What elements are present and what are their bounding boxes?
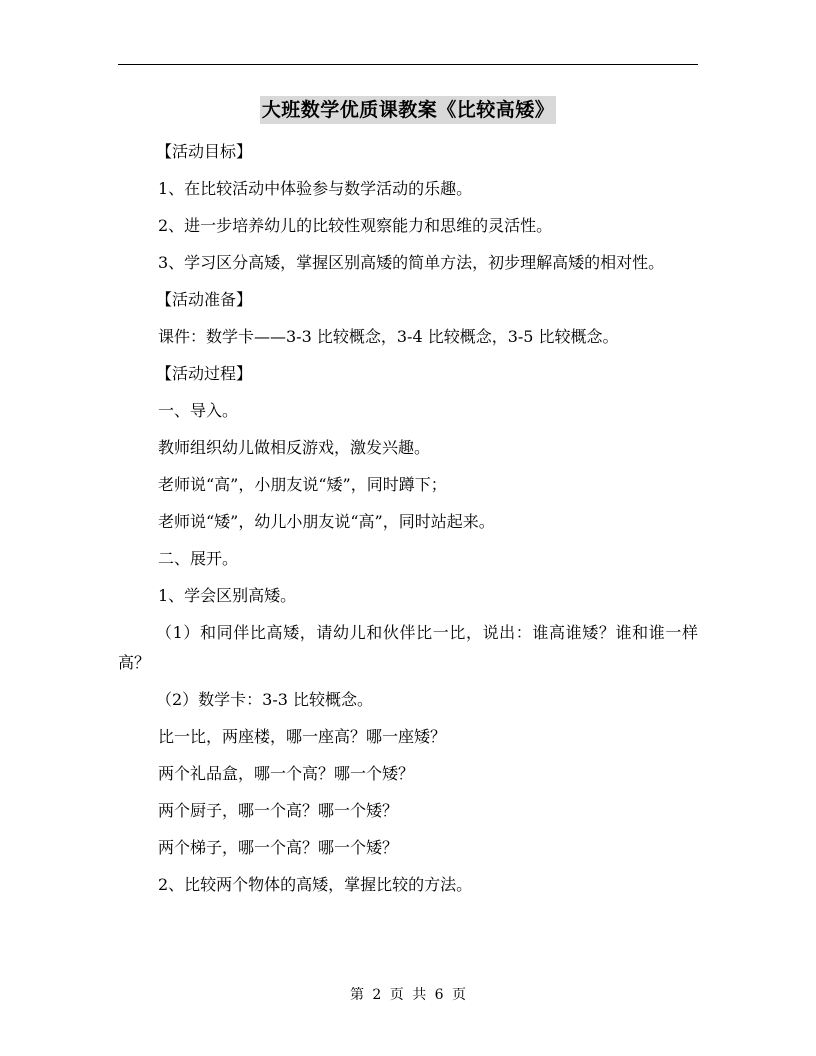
section-heading-goals: 【活动目标】 bbox=[156, 142, 253, 161]
paragraph: 两个梯子，哪一个高？哪一个矮？ bbox=[158, 838, 399, 857]
header-rule bbox=[118, 64, 698, 65]
paragraph: 两个礼品盒，哪一个高？哪一个矮？ bbox=[158, 764, 415, 783]
paragraph: 老师说“高”，小朋友说“矮”，同时蹲下； bbox=[158, 475, 447, 494]
paragraph: 两个厨子，哪一个高？哪一个矮？ bbox=[158, 801, 399, 820]
paragraph: 2、比较两个物体的高矮，掌握比较的方法。 bbox=[158, 875, 473, 894]
title-container bbox=[0, 96, 816, 124]
page-footer bbox=[0, 985, 816, 1005]
paragraph: 课件：数学卡——3-3 比较概念，3-4 比较概念，3-5 比较概念。 bbox=[158, 327, 619, 346]
paragraph: 比一比，两座楼，哪一座高？哪一座矮？ bbox=[158, 727, 447, 746]
document-body bbox=[118, 137, 698, 907]
paragraph: 1、在比较活动中体验参与数学活动的乐趣。 bbox=[158, 179, 473, 198]
paragraph: 2、进一步培养幼儿的比较性观察能力和思维的灵活性。 bbox=[158, 216, 553, 235]
paragraph: 1、学会区别高矮。 bbox=[158, 586, 297, 605]
paragraph: 老师说“矮”，幼儿小朋友说“高”，同时站起来。 bbox=[158, 512, 495, 531]
document-title: 大班数学优质课教案《比较高矮》 bbox=[260, 96, 557, 124]
paragraph: 一、导入。 bbox=[158, 401, 239, 420]
page-number: 第 2 页 共 6 页 bbox=[349, 987, 467, 1003]
section-heading-prep: 【活动准备】 bbox=[156, 290, 253, 309]
paragraph: （2）数学卡：3-3 比较概念。 bbox=[156, 690, 374, 709]
paragraph: 教师组织幼儿做相反游戏，激发兴趣。 bbox=[158, 438, 431, 457]
paragraph: （1）和同伴比高矮，请幼儿和伙伴比一比，说出：谁高谁矮？谁和谁一样高？ bbox=[118, 623, 698, 672]
paragraph: 3、学习区分高矮，掌握区别高矮的简单方法，初步理解高矮的相对性。 bbox=[158, 253, 665, 272]
section-heading-process: 【活动过程】 bbox=[156, 364, 253, 383]
paragraph: 二、展开。 bbox=[158, 549, 239, 568]
